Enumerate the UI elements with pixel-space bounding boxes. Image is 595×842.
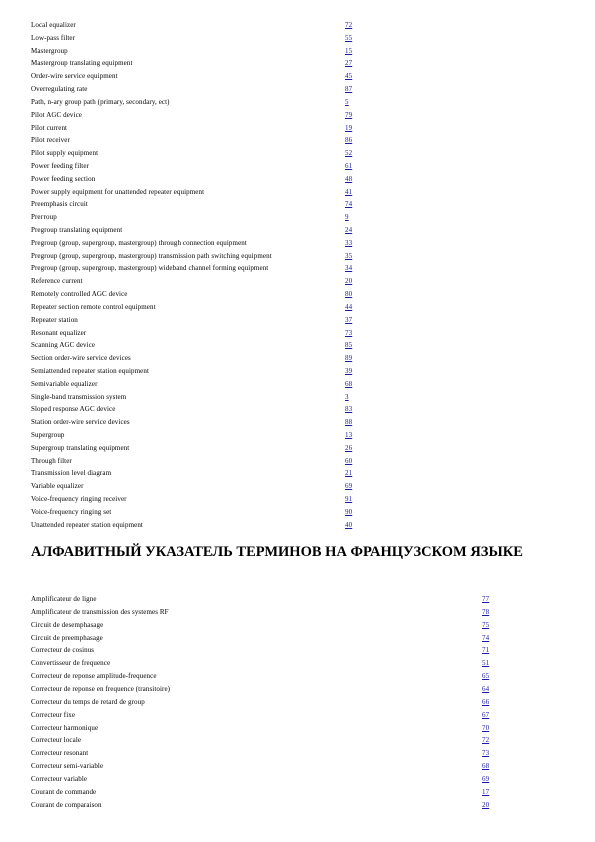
index-term: Remotely controlled AGC device	[31, 290, 128, 299]
index-term: Prегroup	[31, 213, 57, 222]
french-index-heading: АЛФАВИТНЫЙ УКАЗАТЕЛЬ ТЕРМИНОВ НА ФРАНЦУЗСКОМ ЯЗЫКЕ	[31, 544, 523, 560]
page-number-link[interactable]: 26	[345, 443, 353, 452]
page-number-link[interactable]: 55	[345, 33, 353, 42]
page-number-link[interactable]: 20	[482, 800, 490, 809]
index-term: Overregulating rate	[31, 85, 88, 94]
index-term: Low-pass filter	[31, 33, 76, 42]
page-number-link[interactable]: 15	[345, 46, 353, 55]
index-term: Circuit de preemphasage	[31, 633, 103, 642]
page-number-link[interactable]: 60	[345, 456, 353, 465]
page-number-link[interactable]: 87	[345, 85, 353, 94]
page-number-link[interactable]: 69	[345, 482, 353, 491]
page-number-link[interactable]: 77	[482, 595, 490, 603]
page-number-link[interactable]: 71	[482, 646, 490, 655]
page-number-link[interactable]: 79	[345, 110, 353, 119]
index-term: Preemphasis circuit	[31, 200, 88, 209]
index-term: Variable equalizer	[31, 482, 84, 491]
index-term: Reference current	[31, 277, 83, 286]
index-term: Amplificateur de transmission des systemes RF	[31, 607, 169, 616]
index-term: Resonant equalizer	[31, 328, 87, 337]
index-term: Station order-wire service devices	[31, 418, 130, 427]
index-term: Path, n-ary group path (primary, secondary, ect)	[31, 97, 170, 106]
index-term: Correcteur de cosinus	[31, 646, 95, 655]
index-term: Repeater section remote control equipment	[31, 302, 156, 311]
page-number-link[interactable]: 85	[345, 341, 353, 350]
page-number-link[interactable]: 75	[482, 620, 490, 629]
page-number-link[interactable]: 65	[482, 672, 490, 681]
index-term: Power feeding filter	[31, 161, 89, 170]
index-term: Power supply equipment for unattended repeater equipment	[31, 187, 205, 196]
page-number-link[interactable]: 90	[345, 507, 353, 516]
index-term: Order-wire service equipment	[31, 72, 118, 81]
index-term: Pregroup (group, supergroup, mastergroup) through connection equipment	[31, 238, 247, 247]
page-number-link[interactable]: 19	[345, 123, 353, 132]
index-term: Repeater station	[31, 315, 78, 324]
page-number-link[interactable]: 64	[482, 685, 490, 694]
index-term: Unattended repeater station equipment	[31, 520, 143, 529]
page-number-link[interactable]: 74	[482, 633, 490, 642]
index-term: Pregroup (group, supergroup, mastergroup) wideband channel forming equipment	[31, 264, 269, 273]
index-term: Voice-frequency ringing set	[31, 507, 112, 516]
index-term: Pilot receiver	[31, 136, 70, 145]
page-number-link[interactable]: 13	[345, 431, 353, 439]
index-term: Through filter	[31, 456, 72, 465]
index-term: Semiattended repeater station equipment	[31, 366, 149, 375]
index-term: Pilot current	[31, 123, 68, 132]
index-term: Courant de comparaison	[31, 800, 102, 809]
page-number-link[interactable]: 3	[345, 392, 349, 401]
index-term: Correcteur harmonique	[31, 723, 99, 732]
page-number-link[interactable]: 73	[345, 328, 353, 337]
page-number-link[interactable]: 72	[345, 21, 353, 29]
page-number-link[interactable]: 88	[345, 418, 353, 427]
page-number-link[interactable]: 68	[482, 762, 490, 771]
page-number-link[interactable]: 69	[482, 775, 490, 784]
index-term: Supergroup	[31, 431, 65, 439]
page-number-link[interactable]: 5	[345, 97, 349, 106]
index-term: Correcteur du temps de retard de group	[31, 697, 145, 706]
index-term: Power feeding section	[31, 174, 96, 183]
page-number-link[interactable]: 86	[345, 136, 353, 145]
index-term: Mastergroup	[31, 46, 68, 55]
index-term: Local equalizer	[31, 21, 76, 29]
page-number-link[interactable]: 80	[345, 290, 353, 299]
page-number-link[interactable]: 83	[345, 405, 353, 414]
index-term: Circuit de desemphasage	[31, 620, 104, 629]
index-term: Courant de commande	[31, 787, 97, 796]
page-number-link[interactable]: 68	[345, 379, 353, 388]
index-term: Correcteur de reponse en frequence (transitoire)	[31, 685, 171, 694]
index-term: Correcteur resonant	[31, 749, 89, 758]
page-number-link[interactable]: 40	[345, 520, 353, 529]
page-number-link[interactable]: 35	[345, 251, 353, 260]
index-term: Correcteur locale	[31, 736, 82, 745]
page-number-link[interactable]: 52	[345, 149, 353, 158]
page-number-link[interactable]: 67	[482, 710, 490, 719]
page-number-link[interactable]: 21	[345, 469, 353, 478]
page-number-link[interactable]: 51	[482, 659, 490, 668]
page-number-link[interactable]: 39	[345, 366, 353, 375]
page-number-link[interactable]: 91	[345, 495, 353, 504]
page-number-link[interactable]: 72	[482, 736, 490, 745]
page-number-link[interactable]: 33	[345, 238, 353, 247]
page-number-link[interactable]: 48	[345, 174, 353, 183]
page-number-link[interactable]: 61	[345, 161, 353, 170]
page-number-link[interactable]: 73	[482, 749, 490, 758]
index-term: Pilot AGC device	[31, 110, 82, 119]
index-term: Convertisseur de frequence	[31, 659, 111, 668]
index-term: Scanning AGC device	[31, 341, 96, 350]
page-number-link[interactable]: 78	[482, 607, 490, 616]
page-number-link[interactable]: 34	[345, 264, 353, 273]
page-number-link[interactable]: 17	[482, 787, 490, 796]
page-number-link[interactable]: 44	[345, 302, 353, 311]
index-term: Semivariable equalizer	[31, 379, 98, 388]
page-number-link[interactable]: 37	[345, 315, 353, 324]
index-term: Single-band transmission system	[31, 392, 127, 401]
page-number-link[interactable]: 45	[345, 72, 353, 81]
page-number-link[interactable]: 27	[345, 59, 353, 68]
page-number-link[interactable]: 70	[482, 723, 490, 732]
index-term: Section order-wire service devices	[31, 354, 131, 363]
index-term: Sloped response AGC device	[31, 405, 116, 414]
page-number-link[interactable]: 74	[345, 200, 353, 209]
index-term: Correcteur fixe	[31, 710, 76, 719]
page-number-link[interactable]: 24	[345, 226, 353, 234]
index-term: Correcteur variable	[31, 775, 88, 784]
page-number-link[interactable]: 66	[482, 697, 490, 706]
index-term: Pilot supply equipment	[31, 149, 99, 158]
index-term: Correcteur semi-variable	[31, 762, 104, 771]
page-number-link[interactable]: 9	[345, 213, 349, 222]
index-term: Correcteur de reponse amplitude-frequence	[31, 672, 157, 681]
page-number-link[interactable]: 89	[345, 354, 353, 363]
index-term: Pregroup translating equipment	[31, 226, 123, 234]
index-term: Supergroup translating equipment	[31, 443, 130, 452]
index-term: Pregroup (group, supergroup, mastergroup) transmission path switching equipment	[31, 251, 272, 260]
index-term: Mastergroup translating equipment	[31, 59, 133, 68]
page-number-link[interactable]: 20	[345, 277, 353, 286]
index-term: Voice-frequency ringing receiver	[31, 495, 127, 504]
index-term: Transmission level diagram	[31, 469, 112, 478]
page-number-link[interactable]: 41	[345, 187, 353, 196]
index-term: Amplificateur de ligne	[31, 595, 97, 603]
